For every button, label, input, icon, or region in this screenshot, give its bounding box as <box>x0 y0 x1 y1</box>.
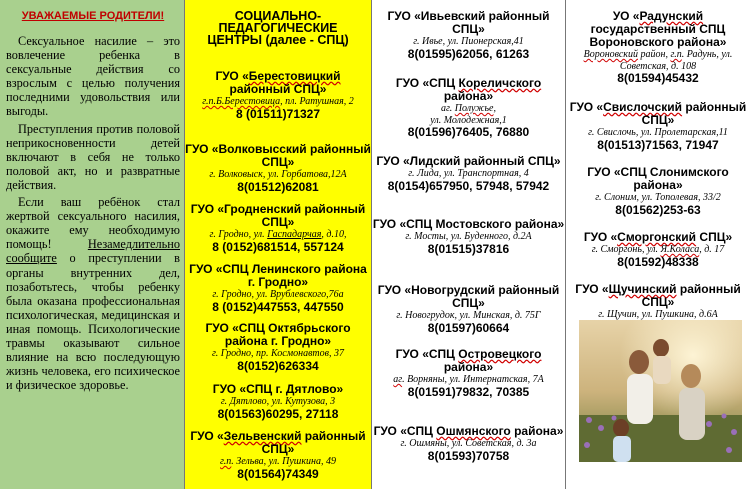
center-address: г. Лида, ул. Транспортная, 4 <box>408 168 529 179</box>
center-phone: 8 (0152)681514, 557124 <box>212 239 344 254</box>
center-address: г. Гродно, ул. Гаспадарчая, д.10, <box>209 229 347 240</box>
center-entry <box>372 10 565 61</box>
center-address: г. Свислочь, ул. Пролетарская,11 <box>588 127 728 138</box>
center-name: ГУО «СПЦ Слонимского района» <box>587 165 729 192</box>
center-address: г. Слоним, ул. Тополевая, 33/2 <box>595 192 721 203</box>
center-address: г. Ивье, ул. Пионерская,41 <box>413 36 524 47</box>
center-address: г. Гродно, пр. Космонавтов, 37 <box>211 348 344 359</box>
center-phone: 8(0152)626334 <box>237 358 319 373</box>
center-address: г.п.Б.Берестовица, пл. Ратушная, 2 <box>202 96 354 107</box>
center-name: ГУО «Берестовицкий районный СПЦ» <box>215 69 341 96</box>
center-phone: 8 (0152)447553, 447550 <box>212 299 344 314</box>
center-name: ГУО «СПЦ Октябрьского района г. Гродно» <box>205 321 351 348</box>
center-address: г. Дятлово, ул. Кутузова, 3 <box>220 396 336 407</box>
center-name: ГУО «СПЦ Ленинского района г. Гродно» <box>189 262 367 289</box>
center-entry <box>372 218 565 256</box>
center-name: ГУО «Ивьевский районный СПЦ» <box>387 9 550 36</box>
center-name: ГУО «Гродненский районный СПЦ» <box>190 202 366 229</box>
center-phone: 8(01513)71563, 71947 <box>597 137 719 152</box>
center-phone: 8(01515)37816 <box>427 241 510 256</box>
center-address: г. Новогрудок, ул. Минская, д. 75Г <box>396 310 541 321</box>
center-phone: 8(01591)79832, 70385 <box>407 384 530 399</box>
center-entry <box>372 284 565 335</box>
center-name: ГУО «Зельвенский районный СПЦ» <box>190 429 366 456</box>
center-name: ГУО «СПЦ Ошмянского района» <box>373 424 564 438</box>
notice-paragraph-3-text: Если ваш ребёнок стал жертвой сексуального насилия, окажите ему необходимую помощь! <box>6 195 180 252</box>
center-phone: 8(0154)657950, 57948, 57942 <box>387 178 550 193</box>
center-address: аг. Полужье, <box>441 103 496 114</box>
center-name: ГУО «СПЦ г. Дятлово» <box>212 382 344 396</box>
center-address: г. Волковыск, ул. Горбатова,12А <box>209 169 347 180</box>
notice-underlined-text: Незамедлительно сообщите <box>6 237 180 266</box>
center-name: ГУО «СПЦ Островецкого района» <box>395 347 542 374</box>
center-address: г. Мосты, ул. Буденного, д.2А <box>405 231 532 242</box>
center-phone: 8(01595)62056, 61263 <box>407 46 530 61</box>
center-name: УО «Радунский государственный СПЦ Вороновского района» <box>589 9 727 49</box>
center-name: ГУО «Волковысский районный СПЦ» <box>185 142 371 169</box>
center-name: ГУО «Щучинский районный СПЦ» <box>575 282 741 309</box>
centers-title-line-3: ЦЕНТРЫ (далее - СПЦ) <box>207 33 349 47</box>
center-entry <box>566 101 750 152</box>
center-phone: 8(01512)62081 <box>237 179 319 194</box>
center-phone: 8(01592)48338 <box>617 254 699 269</box>
center-name: ГУО «Сморгонский СПЦ» <box>583 230 733 244</box>
center-entry <box>372 155 565 193</box>
center-entry <box>372 77 565 139</box>
center-phone: 8(01564)74349 <box>237 466 319 481</box>
center-name: ГУО «Лидский районный СПЦ» <box>376 154 561 168</box>
center-address: г.п. Зельва, ул. Пушкина, 49 <box>220 456 336 467</box>
center-address: Вороновский район, г.п. Радунь, ул. Советская, д. 108 <box>583 49 733 72</box>
center-address-line-2: ул. Молодежная,1 <box>430 114 507 126</box>
center-entry <box>566 231 750 269</box>
centers-title <box>185 10 371 46</box>
centers-title-line-1: СОЦИАЛЬНО- <box>234 9 322 23</box>
centers-column-3 <box>566 0 750 489</box>
center-name: ГУО «СПЦ Мостовского района» <box>372 217 565 231</box>
center-entry <box>185 430 371 481</box>
center-entry <box>185 70 371 121</box>
center-entry <box>566 166 750 217</box>
notice-title: УВАЖАЕМЫЕ РОДИТЕЛИ! <box>21 10 165 22</box>
center-address: г. Ошмяны, ул. Советская, д. 3а <box>400 438 537 449</box>
center-address: г. Гродно, ул. Врублевского,76а <box>212 289 344 300</box>
centers-title-line-2: ПЕДАГОГИЧЕСКИЕ <box>218 21 338 35</box>
centers-column-1 <box>184 0 372 489</box>
center-name: ГУО «Свислочский районный СПЦ» <box>569 100 747 127</box>
notice-paragraph-2: Преступления против половой неприкосновенности детей включают в себя не только половой акт, но и развратные действия. <box>6 121 180 192</box>
center-entry <box>185 143 371 194</box>
center-phone: 8 (01511)71327 <box>235 106 321 121</box>
center-entry <box>185 322 371 373</box>
center-entry <box>566 10 750 85</box>
center-entry <box>185 263 371 314</box>
center-address: аг. Ворняны, ул. Интернатская, 7А <box>393 374 544 385</box>
center-name: ГУО «СПЦ Кореличского района» <box>395 76 542 103</box>
notice-paragraph-3-rest: о преступлении в органы внутренних дел, позаботьтесь, чтобы ребенку была оказана профессиональная психологическая, медицинская и иная помощь. Психологические травмы оказывают сильное влияние на всю последующую жизнь человека, его психическое и физическое здоровье. <box>6 251 180 393</box>
notice-paragraph-1: Сексуальное насилие – это вовлечение ребенка в сексуальные действия со взрослым с целью получения последними удовольствия или выгоды. <box>6 34 180 119</box>
center-phone: 8(01597)60664 <box>427 320 510 335</box>
center-address: г. Щучин, ул. Пушкина, д.6А <box>598 309 718 320</box>
center-address: г. Сморгонь, ул. Я.Коласа, д. 17 <box>591 244 725 255</box>
center-entry <box>185 383 371 421</box>
family-photo-icon <box>579 320 742 462</box>
center-phone: 8(01596)76405, 76880 <box>407 125 530 139</box>
center-phone: 8(01562)253-63 <box>615 202 701 217</box>
center-entry <box>185 203 371 254</box>
center-phone: 8(01593)70758 <box>427 448 510 463</box>
centers-column-2 <box>372 0 566 489</box>
center-entry <box>372 348 565 399</box>
family-photo <box>579 320 742 462</box>
center-name: ГУО «Новогрудский районный СПЦ» <box>377 283 560 310</box>
parents-notice-column <box>0 0 184 489</box>
center-phone: 8(01563)60295, 27118 <box>217 406 339 421</box>
notice-paragraph-3 <box>6 195 180 392</box>
center-entry <box>372 425 565 463</box>
center-phone: 8(01594)45432 <box>617 71 699 85</box>
